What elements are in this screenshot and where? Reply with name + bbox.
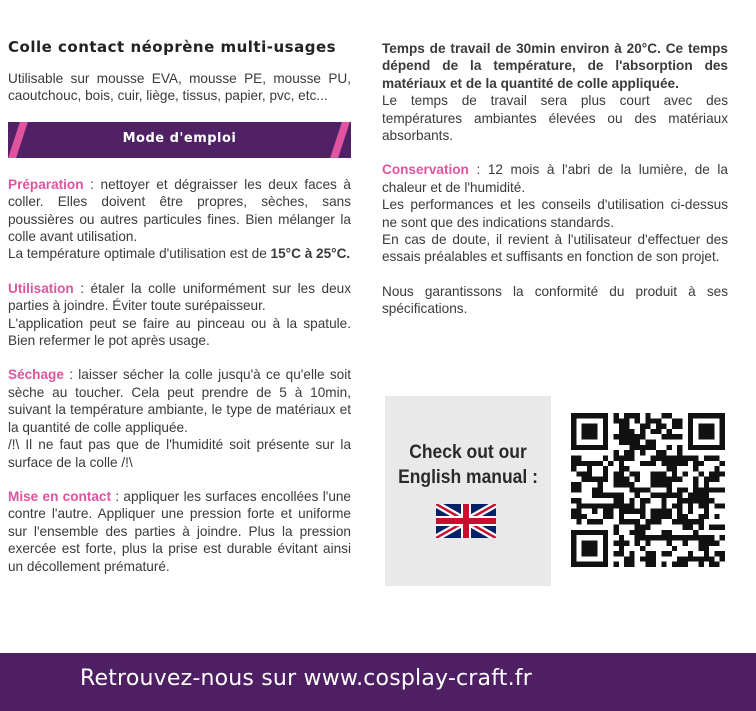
qr-code-icon[interactable] (571, 413, 725, 567)
product-title: Colle contact néoprène multi-usages (8, 38, 337, 56)
utilisation-label: Utilisation (8, 280, 74, 296)
mise-en-contact-paragraph (8, 488, 351, 575)
intro-text: Utilisable sur mousse EVA, mousse PE, mousse PU, caoutchouc, bois, cuir, liège, tissus, papier, pvc, etc... (8, 71, 351, 104)
garantie-text: Nous garantissons la conformité du produit à ses spécifications. (382, 283, 728, 317)
utilisation-paragraph (8, 280, 351, 315)
uk-flag-icon (436, 504, 496, 538)
utilisation-text: : étaler la colle uniformément sur les deux parties à joindre. Éviter toute surépaisseur. (8, 280, 351, 314)
preparation-text: : nettoyer et dégraisser les deux faces à coller. Elles doivent être propres, sèches, sans poussières ou autres particules fines. Bien mélanger la colle avant utilisation. (8, 176, 351, 245)
mise-en-contact-text: : appliquer les surfaces encollées l'une contre l'autre. Appliquer une pression forte et uniforme sur l'ensemble des parties à joindre. Plus la pression exercée est forte, plus la prise est durable évitant ainsi un décollement prématuré. (8, 488, 351, 574)
sechage-label: Séchage (8, 367, 64, 383)
temperature-range: 15°C à 25°C. (270, 246, 351, 262)
footer-banner (0, 653, 756, 711)
temperature-paragraph (8, 245, 351, 262)
english-manual-text (392, 440, 545, 490)
english-line-2: English manual : (398, 467, 538, 488)
preparation-paragraph (8, 176, 351, 246)
sechage-paragraph (8, 366, 351, 436)
conservation-text-3: En cas de doute, il revient à l'utilisateur d'effectuer des essais préalables et suffisants en fonction de son projet. (382, 232, 728, 265)
conservation-paragraph (382, 161, 728, 196)
english-manual-box[interactable] (385, 396, 551, 586)
sechage-warning: /!\ Il ne faut pas que de l'humidité soit présente sur la surface de la colle /!\ (8, 437, 351, 470)
temps-travail-text: Le temps de travail sera plus court avec des températures ambiantes élevées ou des matériaux absorbants. (382, 93, 728, 144)
conservation-label: Conservation (382, 162, 469, 178)
english-line-1: Check out our (409, 442, 527, 463)
temperature-text: La température optimale d'utilisation est de (8, 246, 271, 262)
temps-travail-bold (382, 40, 728, 92)
sechage-text: : laisser sécher la colle jusqu'à ce qu'elle soit sèche au toucher. Cela peut prendre de 5 à 10min, suivant la température ambiante, le type de matériaux et la quantité de colle appliquée. (8, 367, 351, 435)
footer-website-text[interactable]: Retrouvez-nous sur www.cosplay-craft.fr (80, 666, 533, 691)
left-column (8, 38, 351, 575)
right-column (382, 40, 728, 318)
mise-en-contact-label: Mise en contact (8, 488, 112, 504)
conservation-text: : 12 mois à l'abri de la lumière, de la chaleur et de l'humidité. (382, 162, 728, 195)
mode-emploi-banner (8, 122, 351, 158)
preparation-label: Préparation (8, 176, 84, 192)
utilisation-paragraph-2: L'application peut se faire au pinceau ou à la spatule. Bien refermer le pot après usage. (8, 315, 351, 349)
mode-emploi-title: Mode d'emploi (122, 130, 237, 146)
conservation-text-2: Les performances et les conseils d'utilisation ci-dessus ne sont que des indications standards. (382, 197, 728, 230)
temps-travail-bold-text: Temps de travail de 30min environ à 20°C. Ce temps dépend de la température, de l'absorption des matériaux et de la quantité de colle appliquée. (382, 41, 728, 91)
